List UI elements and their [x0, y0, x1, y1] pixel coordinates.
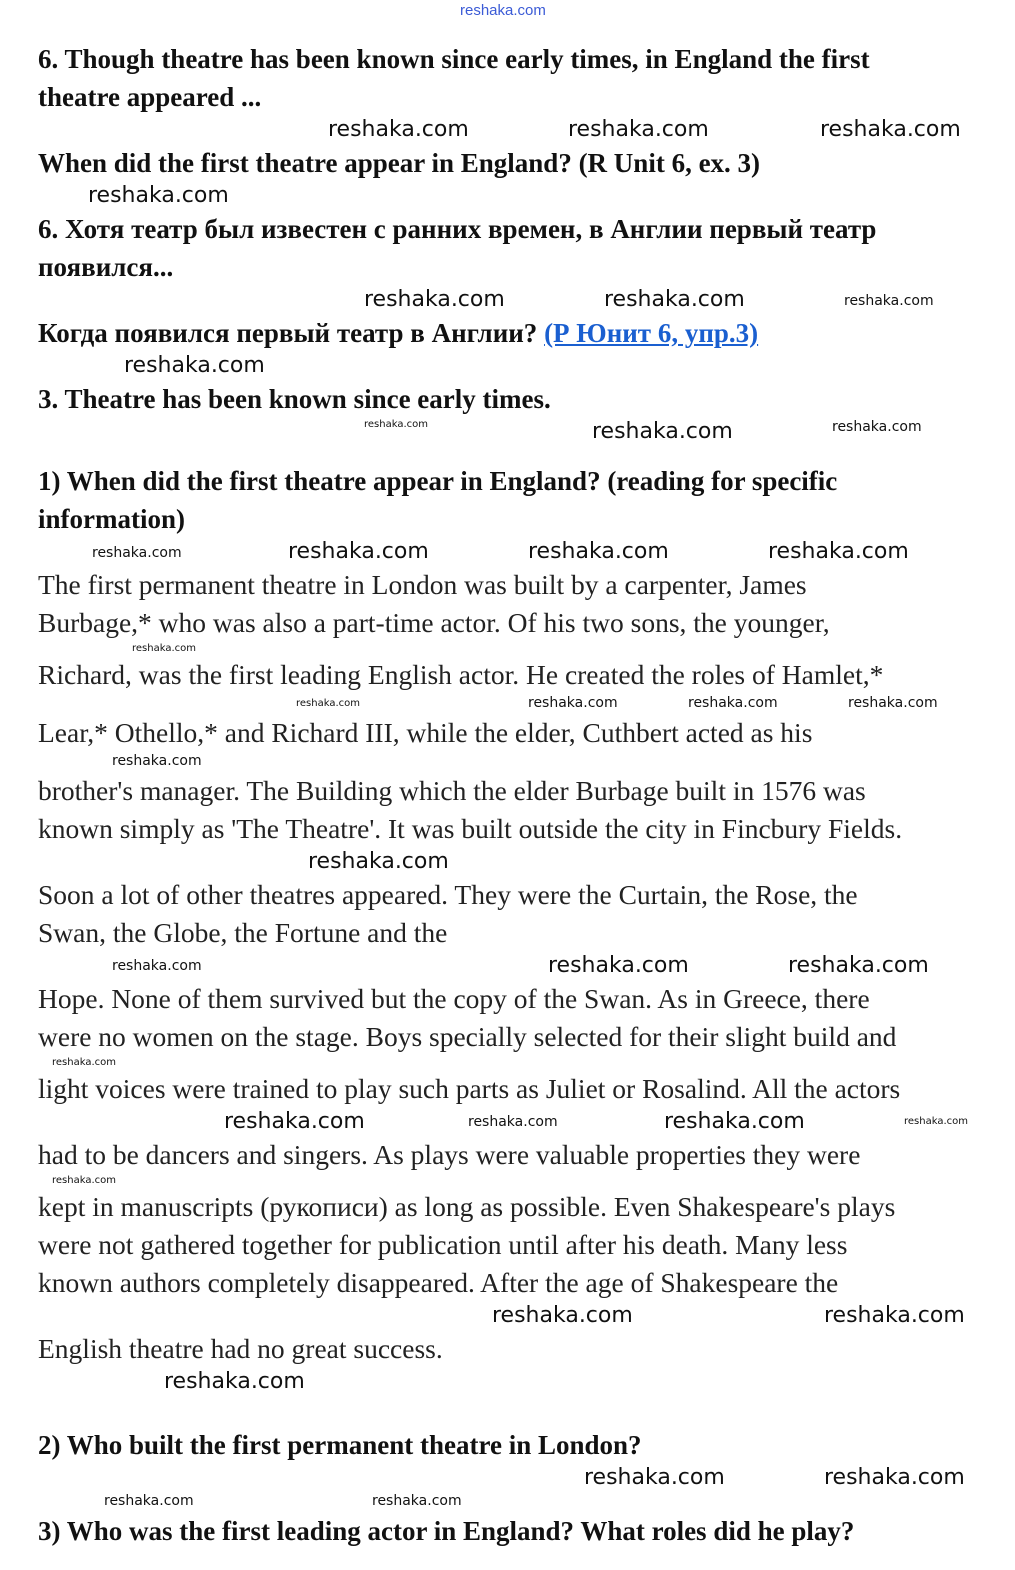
task-title-en-line-2: theatre appeared ... [38, 82, 262, 112]
task-title-en-line-1: 6. Though theatre has been known since early times, in England the first [38, 44, 870, 74]
watermark-row [0, 642, 1015, 656]
task-question-ru-text: Когда появился первый театр в Англии? [38, 318, 545, 348]
watermark: reshaka.com [364, 419, 428, 430]
watermark: reshaka.com [364, 287, 505, 312]
question-1-line-1: 1) When did the first theatre appear in England? (reading for specific [38, 466, 838, 496]
watermark: reshaka.com [584, 1465, 725, 1490]
exercise-title: 3. Theatre has been known since early times. [38, 384, 551, 414]
watermark: reshaka.com [528, 539, 669, 564]
watermark: reshaka.com [124, 353, 265, 378]
question-3: 3) Who was the first leading actor in England? What roles did he play? [38, 1516, 855, 1546]
watermark: reshaka.com [88, 183, 229, 208]
watermark: reshaka.com [164, 1369, 305, 1394]
spacer [38, 1396, 1015, 1426]
text-line: known authors completely disappeared. After the age of Shakespeare the [38, 1267, 839, 1298]
watermark-row [0, 182, 1015, 210]
text-line: were no women on the stage. Boys specially selected for their slight build and [38, 1021, 897, 1052]
text-line: Richard, was the first leading English actor. He created the roles of Hamlet,* [38, 659, 884, 690]
watermark-row [0, 352, 1015, 380]
watermark: reshaka.com [296, 698, 360, 709]
text-line: Hope. None of them survived but the copy of the Swan. As in Greece, there [38, 983, 870, 1014]
watermark-row [0, 952, 1015, 980]
text-line: Soon a lot of other theatres appeared. They were the Curtain, the Rose, the [38, 879, 858, 910]
top-link-row [0, 0, 1015, 40]
text-line: Swan, the Globe, the Fortune and the [38, 917, 448, 948]
watermark: reshaka.com [664, 1109, 805, 1134]
text-line: known simply as 'The Theatre'. It was built outside the city in Fincbury Fields. [38, 813, 903, 844]
watermark: reshaka.com [528, 695, 618, 711]
watermark: reshaka.com [824, 1303, 965, 1328]
watermark: reshaka.com [132, 643, 196, 654]
task-question-en: When did the first theatre appear in England? (R Unit 6, ex. 3) [38, 148, 761, 178]
watermark: reshaka.com [768, 539, 909, 564]
watermark: reshaka.com [328, 117, 469, 142]
watermark-row [0, 116, 1015, 144]
watermark-row [0, 1368, 1015, 1396]
watermark: reshaka.com [688, 695, 778, 711]
watermark: reshaka.com [112, 958, 202, 974]
watermark: reshaka.com [372, 1493, 462, 1509]
text-line: had to be dancers and singers. As plays were valuable properties they were [38, 1139, 861, 1170]
watermark-row [0, 1492, 1015, 1512]
watermark: reshaka.com [848, 695, 938, 711]
text-line: Burbage,* who was also a part-time actor. Of his two sons, the younger, [38, 607, 830, 638]
watermark: reshaka.com [788, 953, 929, 978]
reading-text [38, 566, 1015, 1396]
spacer [38, 446, 1015, 462]
task-question-ru [38, 314, 1015, 352]
watermark: reshaka.com [52, 1175, 116, 1186]
watermark-row [0, 1174, 1015, 1188]
question-1-line-2: information) [38, 504, 185, 534]
watermark: reshaka.com [52, 1057, 116, 1068]
watermark-row [0, 752, 1015, 772]
text-line: English theatre had no great success. [38, 1333, 443, 1364]
watermark: reshaka.com [468, 1114, 558, 1130]
watermark: reshaka.com [568, 117, 709, 142]
watermark-row [0, 694, 1015, 714]
task-title-ru-line-1: 6. Хотя театр был известен с ранних времен, в Англии первый театр [38, 214, 877, 244]
watermark-row [0, 1302, 1015, 1330]
watermark-row [0, 286, 1015, 314]
watermark: reshaka.com [112, 753, 202, 769]
watermark-row [0, 538, 1015, 566]
watermark: reshaka.com [832, 419, 922, 435]
watermark: reshaka.com [820, 117, 961, 142]
watermark-row [0, 848, 1015, 876]
watermark-row [0, 1056, 1015, 1070]
site-link[interactable]: reshaka.com [460, 2, 546, 19]
watermark: reshaka.com [592, 419, 733, 444]
text-line: The first permanent theatre in London was built by a carpenter, James [38, 569, 807, 600]
watermark-row [0, 1464, 1015, 1492]
watermark: reshaka.com [224, 1109, 365, 1134]
watermark-row [0, 418, 1015, 446]
text-line: kept in manuscripts (рукописи) as long as possible. Even Shakespeare's plays [38, 1191, 896, 1222]
text-line: Lear,* Othello,* and Richard III, while the elder, Cuthbert acted as his [38, 717, 813, 748]
watermark: reshaka.com [288, 539, 429, 564]
question-2: 2) Who built the first permanent theatre in London? [38, 1430, 642, 1460]
task-title-ru-line-2: появился... [38, 252, 174, 282]
watermark: reshaka.com [492, 1303, 633, 1328]
watermark: reshaka.com [92, 545, 182, 561]
unit-reference-link[interactable]: (Р Юнит 6, упр.3) [544, 318, 759, 348]
watermark: reshaka.com [824, 1465, 965, 1490]
watermark: reshaka.com [104, 1493, 194, 1509]
watermark-row [0, 1108, 1015, 1136]
watermark: reshaka.com [844, 293, 934, 309]
text-line: brother's manager. The Building which the elder Burbage built in 1576 was [38, 775, 866, 806]
watermark: reshaka.com [308, 849, 449, 874]
text-line: were not gathered together for publication until after his death. Many less [38, 1229, 848, 1260]
watermark: reshaka.com [548, 953, 689, 978]
watermark: reshaka.com [604, 287, 745, 312]
text-line: light voices were trained to play such parts as Juliet or Rosalind. All the actors [38, 1073, 901, 1104]
watermark: reshaka.com [904, 1116, 968, 1127]
